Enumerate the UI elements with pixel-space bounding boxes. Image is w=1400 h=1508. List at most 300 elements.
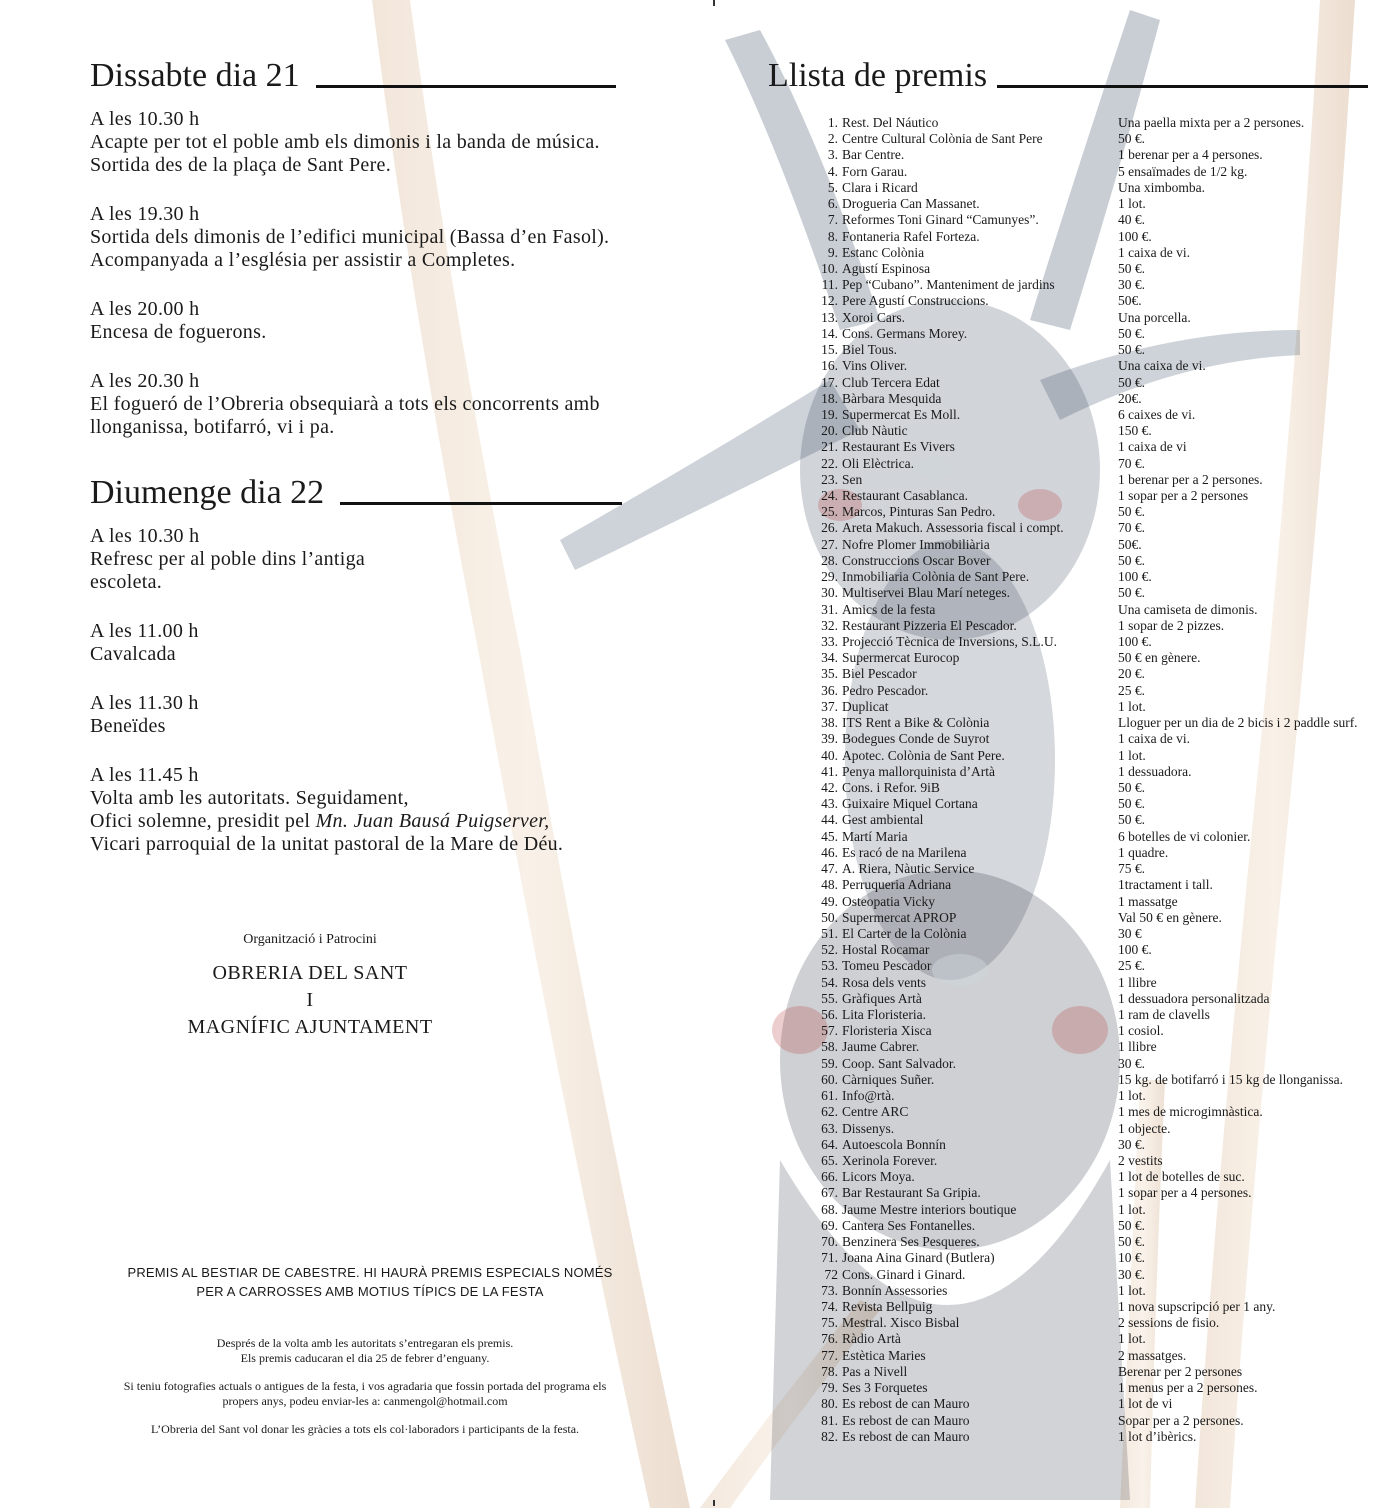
prize-row <box>816 131 1376 147</box>
prize-description: 1 lot. <box>1118 1282 1146 1298</box>
sponsor-name: Biel Pescador <box>842 666 917 682</box>
prize-row <box>816 877 1376 893</box>
prize-row <box>816 650 1376 666</box>
prize-number: 47. <box>821 861 838 877</box>
sponsor-name: Benzinera Ses Pesqueres. <box>842 1234 980 1250</box>
event-text: Refresc per al poble dins l’antiga <box>90 548 366 570</box>
prize-number: 42. <box>821 779 838 795</box>
sponsor-name: Jaume Mestre interiors boutique <box>842 1201 1017 1217</box>
prize-row <box>816 1137 1376 1153</box>
sponsor-name: Gràfiques Artà <box>842 990 922 1006</box>
sponsor-name: Club Tercera Edat <box>842 374 940 390</box>
prize-number: 49. <box>821 893 838 909</box>
prize-row <box>816 164 1376 180</box>
prize-number: 67. <box>821 1185 838 1201</box>
organization-label: Organització i Patrocini <box>243 932 377 947</box>
saturday-title: Dissabte dia 21 <box>90 57 300 94</box>
prize-description: 100 €. <box>1118 228 1152 244</box>
prize-description: 1 nova supscripció per 1 any. <box>1118 1298 1276 1314</box>
event-item <box>90 764 670 856</box>
prize-number: 64. <box>821 1136 838 1152</box>
prize-description: 1 lot de botelles de suc. <box>1118 1169 1245 1185</box>
sponsor-name: Clara i Ricard <box>842 179 918 195</box>
sponsor-name: Cons. Ginard i Ginard. <box>842 1266 966 1282</box>
sponsor-name: Bar Restaurant Sa Gripia. <box>842 1185 981 1201</box>
prize-number: 72 <box>824 1266 838 1282</box>
sponsor-name: Areta Makuch. Assessoria fiscal i compt. <box>842 520 1064 536</box>
prize-description: Lloguer per un dia de 2 bicis i 2 paddle surf. <box>1118 715 1358 731</box>
prize-description: 30 € <box>1118 925 1142 941</box>
prize-description: Una ximbomba. <box>1118 179 1205 195</box>
prize-row <box>816 488 1376 504</box>
prize-row <box>816 358 1376 374</box>
event-time: A les 19.30 h <box>90 203 200 225</box>
sponsor-name: Bodegues Conde de Suyrot <box>842 731 990 747</box>
prize-row <box>816 1088 1376 1104</box>
sponsor-name: Agustí Espinosa <box>842 260 931 276</box>
prize-row <box>816 1396 1376 1412</box>
event-item <box>90 370 670 439</box>
prize-row <box>816 1331 1376 1347</box>
event-item <box>90 692 670 738</box>
prize-number: 39. <box>821 731 838 747</box>
sponsor-name: Pep “Cubano”. Manteniment de jardins <box>842 277 1055 293</box>
sponsor-name: Bar Centre. <box>842 147 905 163</box>
prize-number: 52. <box>821 942 838 958</box>
prize-row <box>816 1299 1376 1315</box>
prize-description: Una paella mixta per a 2 persones. <box>1118 115 1305 130</box>
sponsor-name: Es rebost de can Mauro <box>842 1396 970 1412</box>
prize-number: 44. <box>821 812 838 828</box>
prize-number: 70. <box>821 1234 838 1250</box>
sponsor-name: Centre Cultural Colònia de Sant Pere <box>842 131 1043 147</box>
prize-description: 6 caixes de vi. <box>1118 406 1196 422</box>
prize-number: 20. <box>821 423 838 439</box>
prize-number: 4. <box>827 163 838 179</box>
sponsor-name: Construccions Oscar Bover <box>842 552 991 568</box>
sponsor-name: Projecció Tècnica de Inversions, S.L.U. <box>842 634 1057 649</box>
sponsor-name: Penya mallorquinista d’Artà <box>842 763 995 779</box>
prize-description: 1 llibre <box>1118 1039 1157 1055</box>
sponsor-name: Hostal Rocamar <box>842 942 930 958</box>
prize-number: 66. <box>821 1169 838 1185</box>
prize-number: 58. <box>821 1039 838 1055</box>
sponsor-name: Rosa dels vents <box>842 974 926 990</box>
notice-line: PER A CARROSSES AMB MOTIUS TÍPICS DE LA FESTA <box>196 1284 544 1299</box>
sponsor-name: Centre ARC <box>842 1104 909 1120</box>
event-time: A les 20.00 h <box>90 298 200 320</box>
sponsor-name: Mestral. Xisco Bisbal <box>842 1315 960 1331</box>
sponsor-name: Nofre Plomer Immobiliària <box>842 536 990 552</box>
prize-description: 70 €. <box>1118 520 1145 536</box>
note-line: Si teniu fotografies actuals o antigues de la festa, i vos agradaria que fossin portada del programa els <box>123 1379 607 1393</box>
prize-row <box>816 926 1376 942</box>
notice-line: PREMIS AL BESTIAR DE CABESTRE. HI HAURÀ PREMIS ESPECIALS NOMÉS <box>127 1265 613 1280</box>
prize-row <box>816 196 1376 212</box>
prizes-title: Llista de premis <box>768 57 988 94</box>
prize-row <box>816 1315 1376 1331</box>
prize-description: 30 €. <box>1118 1136 1145 1152</box>
prize-description: 2 sessions de fisio. <box>1118 1315 1220 1331</box>
prize-row <box>816 1039 1376 1055</box>
prize-number: 8. <box>827 228 838 244</box>
prize-row <box>816 1250 1376 1266</box>
prize-description: 1 lot. <box>1118 1331 1146 1347</box>
sponsor-name: Perruqueria Adriana <box>842 877 952 893</box>
sponsor-name: A. Riera, Nàutic Service <box>842 861 975 877</box>
sponsor-name: Xoroi Cars. <box>842 309 905 325</box>
prize-description: 1 berenar per a 2 persones. <box>1118 471 1263 487</box>
prize-row <box>816 229 1376 245</box>
prize-description: 1 lot d’ibèrics. <box>1118 1428 1197 1444</box>
prize-number: 27. <box>821 536 838 552</box>
sponsor-name: Pedro Pescador. <box>842 682 929 698</box>
prize-number: 81. <box>821 1412 838 1428</box>
prize-row <box>816 1185 1376 1201</box>
prize-row <box>816 894 1376 910</box>
prize-number: 36. <box>821 682 838 698</box>
prize-description: 150 €. <box>1118 423 1152 439</box>
sponsor-name: Jaume Cabrer. <box>842 1039 920 1055</box>
prize-number: 6. <box>827 196 838 212</box>
prize-row <box>816 310 1376 326</box>
prize-description: 1 dessuadora. <box>1118 763 1192 779</box>
sponsor-name: Supermercat Es Moll. <box>842 406 961 422</box>
prize-description: 1 caixa de vi <box>1118 439 1187 455</box>
prizes-title-rule <box>997 85 1368 88</box>
prize-row <box>816 618 1376 634</box>
prize-number: 61. <box>821 1088 838 1104</box>
prize-number: 46. <box>821 844 838 860</box>
sponsor-name: Sen <box>842 471 863 487</box>
prize-number: 60. <box>821 1071 838 1087</box>
note-paragraph <box>95 1422 635 1437</box>
prize-row <box>816 1234 1376 1250</box>
prize-number: 34. <box>821 650 838 666</box>
sponsor-name: Estanc Colònia <box>842 244 925 260</box>
prize-row <box>816 683 1376 699</box>
saturday-header <box>90 48 670 96</box>
sponsor-name: Gest ambiental <box>842 812 924 828</box>
organization-line: I <box>306 989 314 1011</box>
sponsor-name: ITS Rent a Bike & Colònia <box>842 715 990 731</box>
prize-description: 1 llibre <box>1118 974 1157 990</box>
prize-description: 1 lot. <box>1118 698 1146 714</box>
prize-number: 24. <box>821 488 838 504</box>
prize-row <box>816 585 1376 601</box>
sponsor-name: Guixaire Miquel Cortana <box>842 796 978 812</box>
prize-description: 50 €. <box>1118 796 1145 812</box>
prize-description: 75 €. <box>1118 861 1145 877</box>
prize-number: 23. <box>821 471 838 487</box>
prize-number: 79. <box>821 1380 838 1396</box>
prize-number: 7. <box>827 212 838 228</box>
event-time: A les 20.30 h <box>90 370 200 392</box>
sponsor-name: Club Nàutic <box>842 423 908 439</box>
event-text: Sortida des de la plaça de Sant Pere. <box>90 154 392 176</box>
prize-row <box>816 504 1376 520</box>
prize-description: 1 dessuadora personalitzada <box>1118 990 1270 1006</box>
event-text: Acapte per tot el poble amb els dimonis i la banda de música. <box>90 131 600 153</box>
prize-number: 30. <box>821 585 838 601</box>
prize-row <box>816 1023 1376 1039</box>
prize-description: 1 cosiol. <box>1118 1023 1164 1039</box>
prize-row <box>816 147 1376 163</box>
prize-row <box>816 796 1376 812</box>
prize-description: Una caixa de vi. <box>1118 358 1206 374</box>
prize-description: 6 botelles de vi colonier. <box>1118 828 1251 844</box>
sponsor-name: Autoescola Bonnín <box>842 1136 946 1152</box>
prize-number: 31. <box>821 601 838 617</box>
organization-line: OBRERIA DEL SANT <box>212 962 408 984</box>
prize-number: 3. <box>827 147 838 163</box>
sponsor-name: Tomeu Pescador <box>842 958 932 974</box>
sponsor-name: Bonnín Assessories <box>842 1282 948 1298</box>
prize-number: 19. <box>821 406 838 422</box>
prize-row <box>816 1348 1376 1364</box>
prize-description: 2 massatges. <box>1118 1347 1187 1363</box>
prize-description: 1 berenar per a 4 persones. <box>1118 147 1263 163</box>
event-text: El fogueró de l’Obreria obsequiarà a tots els concorrents amb <box>90 393 600 415</box>
prize-description: 1 caixa de vi. <box>1118 731 1190 747</box>
prize-description: Una camiseta de dimonis. <box>1118 601 1258 617</box>
prize-row <box>816 715 1376 731</box>
prize-description: 1 mes de microgimnàstica. <box>1118 1104 1263 1120</box>
prize-row <box>816 1429 1376 1445</box>
sponsor-name: Cons. Germans Morey. <box>842 325 968 341</box>
prize-description: Sopar per a 2 persones. <box>1118 1412 1244 1428</box>
prize-row <box>816 812 1376 828</box>
sponsor-name: Duplicat <box>842 698 889 714</box>
prize-row <box>816 326 1376 342</box>
sponsor-name: Oli Elèctrica. <box>842 455 914 471</box>
prize-description: 1 quadre. <box>1118 844 1169 860</box>
note-paragraph <box>95 1336 635 1366</box>
prize-number: 18. <box>821 390 838 406</box>
sponsor-name: Bàrbara Mesquida <box>842 390 942 406</box>
prize-number: 9. <box>827 244 838 260</box>
prize-description: 50 €. <box>1118 260 1145 276</box>
sponsor-name: Info@rtà. <box>842 1088 895 1104</box>
prize-description: 1 lot. <box>1118 747 1146 763</box>
prize-row <box>816 780 1376 796</box>
prize-description: 50 €. <box>1118 374 1145 390</box>
prize-number: 40. <box>821 747 838 763</box>
sponsor-name: Amics de la festa <box>842 601 936 617</box>
prize-description: 1 lot. <box>1118 1088 1146 1104</box>
prize-number: 55. <box>821 990 838 1006</box>
event-item <box>90 298 670 344</box>
saturday-title-rule <box>316 85 616 88</box>
prize-number: 17. <box>821 374 838 390</box>
sponsor-name: Restaurant Es Vivers <box>842 439 955 455</box>
prize-number: 15. <box>821 342 838 358</box>
event-time: A les 10.30 h <box>90 525 200 547</box>
sponsor-name: Biel Tous. <box>842 342 898 358</box>
prize-number: 11. <box>821 277 838 293</box>
prize-description: 1 ram de clavells <box>1118 1007 1210 1023</box>
prize-row <box>816 1169 1376 1185</box>
prize-description: 5 ensaïmades de 1/2 kg. <box>1118 163 1248 179</box>
prize-row <box>816 699 1376 715</box>
organization-line: MAGNÍFIC AJUNTAMENT <box>187 1016 433 1038</box>
sponsor-name: Forn Garau. <box>842 163 908 179</box>
prize-row <box>816 407 1376 423</box>
prize-number: 77. <box>821 1347 838 1363</box>
prize-description: 15 kg. de botifarró i 15 kg de llonganissa. <box>1118 1071 1343 1087</box>
prize-row <box>816 1364 1376 1380</box>
note-line: Els premis caducaran el dia 25 de febrer d’enguany. <box>240 1351 490 1365</box>
event-text: Volta amb les autoritats. Seguidament, <box>90 787 409 809</box>
event-item <box>90 620 670 666</box>
sponsor-name: Vins Oliver. <box>842 358 908 374</box>
prize-description: 20€. <box>1118 390 1142 406</box>
prize-number: 59. <box>821 1055 838 1071</box>
prize-description: Val 50 € en gènere. <box>1118 909 1222 925</box>
prize-number: 71. <box>821 1250 838 1266</box>
prize-description: 30 €. <box>1118 1055 1145 1071</box>
prize-number: 5. <box>827 179 838 195</box>
prize-row <box>816 975 1376 991</box>
prize-description: 1 caixa de vi. <box>1118 244 1190 260</box>
prize-row <box>816 764 1376 780</box>
prize-row <box>816 277 1376 293</box>
prize-description: 1 lot de vi <box>1118 1396 1173 1412</box>
prize-number: 26. <box>821 520 838 536</box>
prize-description: 25 €. <box>1118 958 1145 974</box>
prize-description: 50 €. <box>1118 1217 1145 1233</box>
sponsor-name: Restaurant Pizzeria El Pescador. <box>842 617 1017 633</box>
prizes-notice <box>60 1263 680 1301</box>
prize-number: 25. <box>821 504 838 520</box>
sponsor-name: Pas a Nivell <box>842 1363 908 1379</box>
prize-description: 100 €. <box>1118 569 1152 585</box>
prize-number: 21. <box>821 439 838 455</box>
footer-notes <box>95 1336 635 1450</box>
prize-description: 50 €. <box>1118 812 1145 828</box>
prize-number: 12. <box>821 293 838 309</box>
sponsor-name: Supermercat Eurocop <box>842 650 960 666</box>
event-text: Acompanyada a l’església per assistir a Completes. <box>90 249 516 271</box>
prize-description: 70 €. <box>1118 455 1145 471</box>
prize-row <box>816 942 1376 958</box>
prize-row <box>816 1104 1376 1120</box>
sponsor-name: Estètica Maries <box>842 1347 926 1363</box>
sponsor-name: El Carter de la Colònia <box>842 925 967 941</box>
sponsor-name: Es rebost de can Mauro <box>842 1428 970 1444</box>
sponsor-name: Càrniques Suñer. <box>842 1071 935 1087</box>
prize-number: 65. <box>821 1153 838 1168</box>
sponsor-name: Marcos, Pinturas San Pedro. <box>842 504 996 520</box>
prize-number: 69. <box>821 1217 838 1233</box>
prize-number: 75. <box>821 1315 838 1331</box>
note-line: Després de la volta amb les autoritats s’entregaran els premis. <box>216 1336 514 1350</box>
event-text <box>90 810 670 833</box>
event-text-prefix: Ofici solemne, presidit pel <box>90 810 316 832</box>
prize-row <box>816 472 1376 488</box>
prize-description: Berenar per 2 persones <box>1118 1363 1243 1379</box>
prize-row <box>816 748 1376 764</box>
prize-description: 20 €. <box>1118 666 1145 682</box>
sunday-title: Diumenge dia 22 <box>90 474 325 511</box>
prize-row <box>816 845 1376 861</box>
prize-number: 2. <box>827 131 838 147</box>
prize-row <box>816 245 1376 261</box>
event-text: Beneïdes <box>90 715 166 737</box>
sponsor-name: Supermercat APROP <box>842 909 957 925</box>
fold-mark-bottom <box>713 1500 715 1506</box>
prize-row <box>816 456 1376 472</box>
sponsor-name: Lita Floristeria. <box>842 1007 926 1023</box>
prize-description: Una porcella. <box>1118 309 1191 325</box>
prize-description: 1 menus per a 2 persones. <box>1118 1380 1258 1396</box>
prize-number: 32. <box>821 617 838 633</box>
prize-description: 50 €. <box>1118 504 1145 520</box>
prize-description: 50 €. <box>1118 1234 1145 1250</box>
prize-description: 1 sopar de 2 pizzes. <box>1118 617 1225 633</box>
prize-number: 43. <box>821 796 838 812</box>
sponsor-name: Multiservei Blau Marí neteges. <box>842 585 1010 601</box>
prize-description: 1tractament i tall. <box>1118 877 1213 893</box>
sponsor-name: Coop. Sant Salvador. <box>842 1055 956 1071</box>
prize-number: 76. <box>821 1331 838 1347</box>
prize-number: 22. <box>821 455 838 471</box>
prize-row <box>816 391 1376 407</box>
prize-row <box>816 829 1376 845</box>
prize-number: 82. <box>821 1428 838 1444</box>
prize-number: 78. <box>821 1363 838 1379</box>
prize-description: 50€. <box>1118 536 1142 552</box>
sponsor-name: Apotec. Colònia de Sant Pere. <box>842 747 1005 763</box>
prize-row <box>816 634 1376 650</box>
prize-row <box>816 569 1376 585</box>
prize-number: 48. <box>821 877 838 893</box>
prize-number: 33. <box>821 634 838 649</box>
prize-row <box>816 1380 1376 1396</box>
prize-number: 13. <box>821 309 838 325</box>
prize-number: 54. <box>821 974 838 990</box>
prizes-column <box>768 56 1368 1444</box>
prize-number: 16. <box>821 358 838 374</box>
event-item <box>90 108 670 177</box>
sponsor-name: Drogueria Can Massanet. <box>842 196 980 212</box>
prize-number: 74. <box>821 1298 838 1314</box>
prize-description: 30 €. <box>1118 1266 1145 1282</box>
prize-description: 1 lot. <box>1118 1201 1146 1217</box>
prize-row <box>816 1121 1376 1137</box>
prize-list <box>816 115 1376 1445</box>
event-time: A les 11.30 h <box>90 692 199 714</box>
sponsor-name: Rest. Del Náutico <box>842 115 939 130</box>
prize-description: 50 € en gènere. <box>1118 650 1201 666</box>
sponsor-name: Martí Maria <box>842 828 908 844</box>
prize-description: 1 sopar per a 2 persones <box>1118 488 1249 504</box>
prize-number: 62. <box>821 1104 838 1120</box>
prize-number: 29. <box>821 569 838 585</box>
prize-row <box>816 666 1376 682</box>
sponsor-name: Floristeria Xisca <box>842 1023 932 1039</box>
prize-description: 40 €. <box>1118 212 1145 228</box>
prize-row <box>816 293 1376 309</box>
program-column <box>90 48 670 882</box>
prize-number: 56. <box>821 1007 838 1023</box>
prize-description: 50€. <box>1118 293 1142 309</box>
event-text: Sortida dels dimonis de l’edifici municipal (Bassa d’en Fasol). <box>90 226 610 248</box>
prize-row <box>816 520 1376 536</box>
sponsor-name: Restaurant Casablanca. <box>842 488 968 504</box>
sponsor-name: Fontaneria Rafel Forteza. <box>842 228 980 244</box>
prize-description: 100 €. <box>1118 634 1152 649</box>
